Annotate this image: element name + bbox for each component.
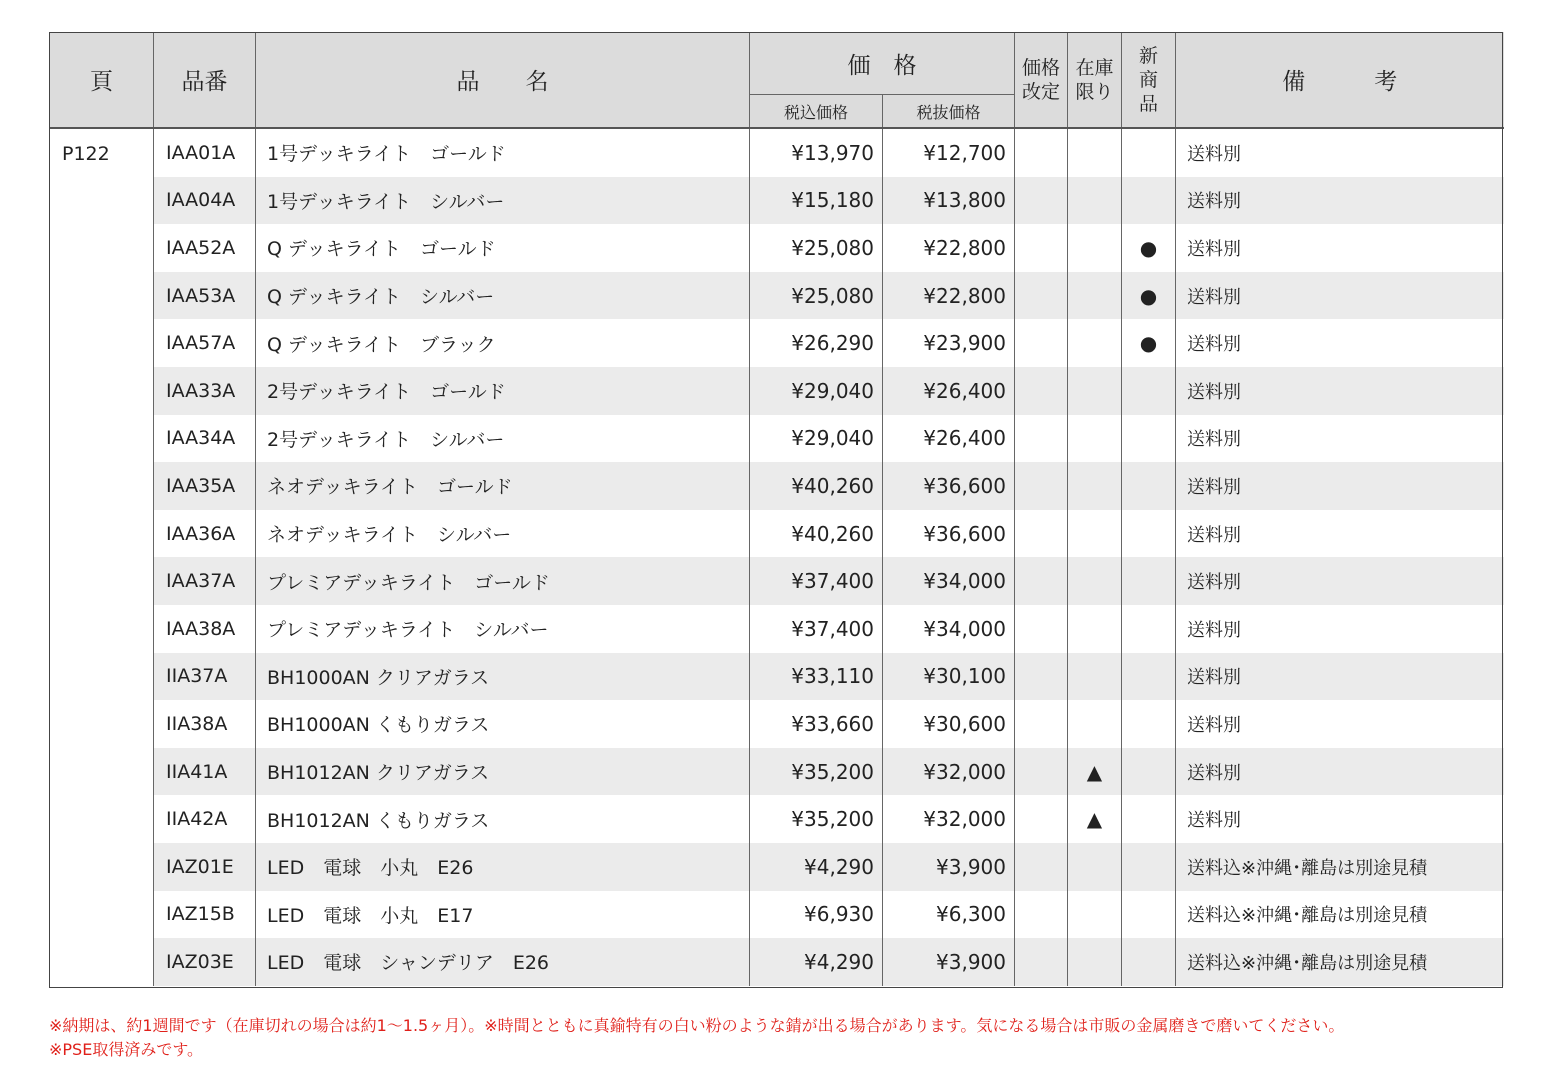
cell-new-product <box>1122 128 1176 177</box>
cell-price-revised <box>1015 415 1068 463</box>
cell-price-incl: ¥37,400 <box>750 557 883 605</box>
cell-name: ネオデッキライト シルバー <box>256 510 750 558</box>
cell-name: BH1000AN くもりガラス <box>256 700 750 748</box>
cell-price-excl: ¥34,000 <box>883 605 1015 653</box>
cell-price-excl: ¥32,000 <box>883 795 1015 843</box>
cell-code: IAA01A <box>154 128 256 177</box>
cell-code: IAA33A <box>154 367 256 415</box>
cell-price-excl: ¥3,900 <box>883 938 1015 986</box>
cell-note: 送料別 <box>1176 367 1504 415</box>
cell-price-incl: ¥37,400 <box>750 605 883 653</box>
cell-name: LED 電球 小丸 E26 <box>256 843 750 891</box>
cell-new-product <box>1122 938 1176 986</box>
header-price-excl: 税抜価格 <box>883 95 1015 129</box>
table-row <box>50 795 1504 843</box>
cell-new-product <box>1122 557 1176 605</box>
cell-code: IAZ03E <box>154 938 256 986</box>
cell-new-product: ● <box>1122 319 1176 367</box>
cell-price-incl: ¥4,290 <box>750 843 883 891</box>
cell-price-incl: ¥6,930 <box>750 891 883 939</box>
cell-code: IAA37A <box>154 557 256 605</box>
table-row <box>50 319 1504 367</box>
cell-stock-limited <box>1068 653 1122 701</box>
cell-note: 送料別 <box>1176 557 1504 605</box>
cell-name: ネオデッキライト ゴールド <box>256 462 750 510</box>
cell-name: 1号デッキライト ゴールド <box>256 128 750 177</box>
table-row <box>50 891 1504 939</box>
cell-name: BH1012AN くもりガラス <box>256 795 750 843</box>
cell-code: IAA52A <box>154 224 256 272</box>
cell-note: 送料別 <box>1176 510 1504 558</box>
cell-stock-limited <box>1068 843 1122 891</box>
cell-price-revised <box>1015 510 1068 558</box>
footnotes <box>49 1014 1344 1062</box>
cell-note: 送料別 <box>1176 462 1504 510</box>
cell-note: 送料別 <box>1176 224 1504 272</box>
cell-code: IAA04A <box>154 177 256 225</box>
cell-price-revised <box>1015 653 1068 701</box>
cell-new-product <box>1122 843 1176 891</box>
cell-note: 送料別 <box>1176 795 1504 843</box>
table-row <box>50 177 1504 225</box>
cell-stock-limited <box>1068 272 1122 320</box>
cell-new-product <box>1122 177 1176 225</box>
cell-stock-limited <box>1068 415 1122 463</box>
table-row <box>50 128 1504 177</box>
header-new-product: 新商品 <box>1122 32 1176 128</box>
cell-price-incl: ¥33,110 <box>750 653 883 701</box>
cell-code: IIA41A <box>154 748 256 796</box>
cell-new-product <box>1122 462 1176 510</box>
cell-name: Q デッキライト ゴールド <box>256 224 750 272</box>
cell-new-product <box>1122 510 1176 558</box>
cell-code: IAA35A <box>154 462 256 510</box>
cell-price-incl: ¥40,260 <box>750 462 883 510</box>
table-row <box>50 843 1504 891</box>
header-name: 品 名 <box>256 32 750 128</box>
cell-price-revised <box>1015 700 1068 748</box>
cell-new-product <box>1122 700 1176 748</box>
cell-name: BH1012AN クリアガラス <box>256 748 750 796</box>
cell-stock-limited <box>1068 177 1122 225</box>
header-notes: 備 考 <box>1176 32 1504 128</box>
cell-name: BH1000AN クリアガラス <box>256 653 750 701</box>
cell-price-incl: ¥15,180 <box>750 177 883 225</box>
cell-price-excl: ¥36,600 <box>883 510 1015 558</box>
cell-stock-limited <box>1068 462 1122 510</box>
cell-price-revised <box>1015 795 1068 843</box>
cell-price-excl: ¥36,600 <box>883 462 1015 510</box>
cell-price-incl: ¥33,660 <box>750 700 883 748</box>
header-price-revised: 価格改定 <box>1015 32 1068 128</box>
cell-price-incl: ¥4,290 <box>750 938 883 986</box>
cell-new-product: ● <box>1122 224 1176 272</box>
cell-price-revised <box>1015 177 1068 225</box>
cell-name: Q デッキライト ブラック <box>256 319 750 367</box>
cell-price-incl: ¥29,040 <box>750 415 883 463</box>
cell-price-excl: ¥13,800 <box>883 177 1015 225</box>
cell-name: LED 電球 小丸 E17 <box>256 891 750 939</box>
cell-code: IAZ01E <box>154 843 256 891</box>
cell-price-revised <box>1015 319 1068 367</box>
cell-new-product: ● <box>1122 272 1176 320</box>
table-row <box>50 367 1504 415</box>
table-row <box>50 653 1504 701</box>
cell-price-revised <box>1015 843 1068 891</box>
cell-price-excl: ¥6,300 <box>883 891 1015 939</box>
cell-note: 送料込※沖縄･離島は別途見積 <box>1176 843 1504 891</box>
cell-code: IAZ15B <box>154 891 256 939</box>
cell-price-revised <box>1015 938 1068 986</box>
cell-price-excl: ¥32,000 <box>883 748 1015 796</box>
cell-note: 送料別 <box>1176 748 1504 796</box>
header-price: 価 格 <box>750 32 1015 95</box>
cell-price-excl: ¥26,400 <box>883 367 1015 415</box>
cell-code: IIA37A <box>154 653 256 701</box>
cell-stock-limited <box>1068 319 1122 367</box>
header-price-incl: 税込価格 <box>750 95 883 129</box>
cell-price-revised <box>1015 128 1068 177</box>
cell-price-excl: ¥30,600 <box>883 700 1015 748</box>
table-row <box>50 415 1504 463</box>
header-page: 頁 <box>50 32 154 128</box>
table-header <box>50 32 1504 128</box>
cell-code: IIA42A <box>154 795 256 843</box>
cell-note: 送料別 <box>1176 605 1504 653</box>
cell-name: 2号デッキライト ゴールド <box>256 367 750 415</box>
cell-note: 送料込※沖縄･離島は別途見積 <box>1176 938 1504 986</box>
cell-new-product <box>1122 367 1176 415</box>
cell-price-excl: ¥22,800 <box>883 272 1015 320</box>
cell-new-product <box>1122 891 1176 939</box>
cell-price-revised <box>1015 224 1068 272</box>
table-row <box>50 462 1504 510</box>
cell-name: LED 電球 シャンデリア E26 <box>256 938 750 986</box>
cell-price-incl: ¥40,260 <box>750 510 883 558</box>
cell-price-incl: ¥35,200 <box>750 795 883 843</box>
header-code: 品番 <box>154 32 256 128</box>
product-price-table <box>49 32 1504 986</box>
cell-note: 送料別 <box>1176 177 1504 225</box>
cell-stock-limited <box>1068 557 1122 605</box>
table-row <box>50 510 1504 558</box>
cell-price-incl: ¥13,970 <box>750 128 883 177</box>
cell-stock-limited <box>1068 605 1122 653</box>
cell-note: 送料別 <box>1176 415 1504 463</box>
cell-stock-limited <box>1068 891 1122 939</box>
cell-price-excl: ¥34,000 <box>883 557 1015 605</box>
footnote-delivery: ※納期は、約1週間です（在庫切れの場合は約1〜1.5ヶ月）。※時間とともに真鍮特有の白い粉のような錆が出る場合があります。気になる場合は市販の金属磨きで磨いてください。 <box>49 1016 1345 1035</box>
cell-code: IAA53A <box>154 272 256 320</box>
cell-note: 送料込※沖縄･離島は別途見積 <box>1176 891 1504 939</box>
cell-price-incl: ¥26,290 <box>750 319 883 367</box>
table-body <box>50 128 1504 986</box>
cell-name: 1号デッキライト シルバー <box>256 177 750 225</box>
cell-price-excl: ¥23,900 <box>883 319 1015 367</box>
cell-price-incl: ¥29,040 <box>750 367 883 415</box>
cell-price-excl: ¥26,400 <box>883 415 1015 463</box>
cell-price-revised <box>1015 462 1068 510</box>
cell-price-revised <box>1015 891 1068 939</box>
table-row <box>50 938 1504 986</box>
cell-name: プレミアデッキライト ゴールド <box>256 557 750 605</box>
cell-stock-limited <box>1068 700 1122 748</box>
cell-new-product <box>1122 415 1176 463</box>
cell-code: IAA57A <box>154 319 256 367</box>
table-row <box>50 224 1504 272</box>
cell-price-excl: ¥12,700 <box>883 128 1015 177</box>
page-ref-cell: P122 <box>50 128 154 986</box>
cell-price-incl: ¥25,080 <box>750 272 883 320</box>
cell-code: IAA36A <box>154 510 256 558</box>
cell-stock-limited: ▲ <box>1068 748 1122 796</box>
table-row <box>50 557 1504 605</box>
cell-price-incl: ¥35,200 <box>750 748 883 796</box>
cell-name: 2号デッキライト シルバー <box>256 415 750 463</box>
header-stock-limited: 在庫限り <box>1068 32 1122 128</box>
cell-note: 送料別 <box>1176 272 1504 320</box>
cell-stock-limited <box>1068 367 1122 415</box>
footnote-pse: ※PSE取得済みです。 <box>49 1040 204 1059</box>
table-row <box>50 700 1504 748</box>
cell-stock-limited <box>1068 510 1122 558</box>
cell-name: プレミアデッキライト シルバー <box>256 605 750 653</box>
cell-code: IAA38A <box>154 605 256 653</box>
cell-stock-limited <box>1068 128 1122 177</box>
cell-stock-limited <box>1068 938 1122 986</box>
cell-new-product <box>1122 605 1176 653</box>
cell-price-revised <box>1015 272 1068 320</box>
cell-price-excl: ¥22,800 <box>883 224 1015 272</box>
table-row <box>50 748 1504 796</box>
cell-note: 送料別 <box>1176 653 1504 701</box>
cell-price-excl: ¥30,100 <box>883 653 1015 701</box>
cell-price-revised <box>1015 557 1068 605</box>
cell-note: 送料別 <box>1176 700 1504 748</box>
cell-new-product <box>1122 795 1176 843</box>
cell-price-revised <box>1015 605 1068 653</box>
table-row <box>50 272 1504 320</box>
cell-new-product <box>1122 748 1176 796</box>
table-row <box>50 605 1504 653</box>
cell-code: IIA38A <box>154 700 256 748</box>
cell-stock-limited: ▲ <box>1068 795 1122 843</box>
cell-note: 送料別 <box>1176 319 1504 367</box>
cell-stock-limited <box>1068 224 1122 272</box>
cell-code: IAA34A <box>154 415 256 463</box>
cell-price-excl: ¥3,900 <box>883 843 1015 891</box>
cell-price-revised <box>1015 367 1068 415</box>
cell-name: Q デッキライト シルバー <box>256 272 750 320</box>
cell-price-revised <box>1015 748 1068 796</box>
cell-note: 送料別 <box>1176 128 1504 177</box>
cell-price-incl: ¥25,080 <box>750 224 883 272</box>
cell-new-product <box>1122 653 1176 701</box>
